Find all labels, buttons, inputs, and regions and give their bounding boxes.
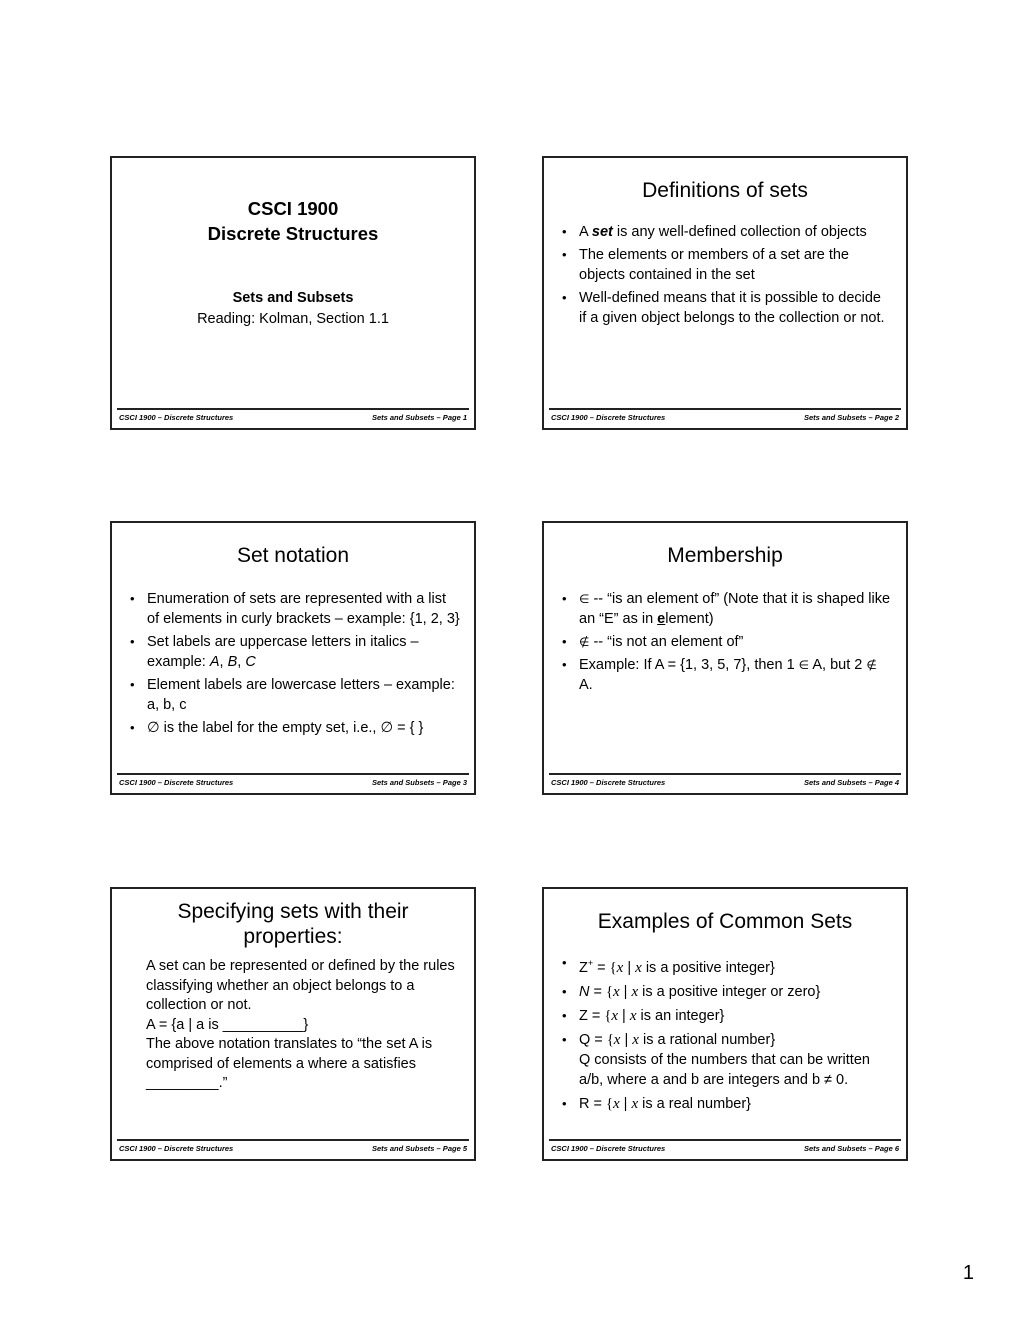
- bullet-list: [562, 222, 892, 331]
- not-element-of-symbol: ∉: [866, 658, 877, 672]
- footer-course: CSCI 1900 – Discrete Structures: [551, 1144, 666, 1153]
- bullet-list: [130, 589, 460, 741]
- footer-course: CSCI 1900 – Discrete Structures: [119, 413, 234, 422]
- bullet-item: • N = {x | x is a positive integer or zero}: [562, 982, 892, 1002]
- bullet-item: • Enumeration of sets are represented with a list of elements in curly brackets – example: {1, 2, 3}: [130, 589, 460, 629]
- footer-page: Sets and Subsets – Page 3: [371, 778, 467, 787]
- footer-page: Sets and Subsets – Page 1: [371, 413, 467, 422]
- cover-title: [112, 196, 474, 246]
- bullet-item: • Z = {x | x is an integer}: [562, 1006, 892, 1026]
- bullet-item: • Q = {x | x is a rational number} Q consists of the numbers that can be written a/b, where a and b are integers and b ≠ 0.: [562, 1030, 892, 1090]
- slide-footer: [549, 408, 901, 424]
- bullet-item: • A set is any well-defined collection of objects: [562, 222, 892, 242]
- bullet-list: [562, 589, 892, 698]
- paragraph: A = {a | a is __________}: [146, 1016, 309, 1033]
- element-of-symbol: ∈: [579, 592, 590, 606]
- slide-title: Definitions of sets: [642, 179, 808, 202]
- element-of-symbol: ∈: [798, 658, 810, 672]
- footer-page: Sets and Subsets – Page 4: [803, 778, 899, 787]
- slide-2: [542, 156, 908, 430]
- footer-course: CSCI 1900 – Discrete Structures: [551, 413, 666, 422]
- slide-5: [110, 887, 476, 1161]
- slide-6: [542, 887, 908, 1161]
- paragraph: The above notation translates to “the set A is comprised of elements a where a satisfies _________.”: [146, 1036, 433, 1091]
- slide-4: [542, 521, 908, 795]
- empty-set-symbol: ∅: [147, 720, 160, 736]
- bullet-note: Q consists of the numbers that can be written a/b, where a and b are integers and b ≠ 0.: [579, 1051, 870, 1088]
- slide-footer: [549, 1139, 901, 1155]
- bullet-item: • ∅ is the label for the empty set, i.e., ∅ = { }: [130, 718, 460, 738]
- footer-page: Sets and Subsets – Page 2: [803, 413, 899, 422]
- paragraph-block: [146, 957, 460, 1094]
- empty-set-symbol: ∅: [380, 720, 394, 736]
- slide-footer: [549, 773, 901, 789]
- bullet-item: • Z+ = {x | x is a positive integer}: [562, 953, 892, 978]
- paragraph: A set can be represented or defined by the rules classifying whether an object belongs to a collection or not.: [146, 958, 455, 1013]
- page-number: 1: [962, 1262, 974, 1284]
- slide-1: [110, 156, 476, 430]
- footer-course: CSCI 1900 – Discrete Structures: [119, 1144, 234, 1153]
- slide-title: Set notation: [236, 544, 350, 567]
- bullet-item: • The elements or members of a set are the objects contained in the set: [562, 245, 892, 285]
- bullet-item: • ∉ -- “is not an element of”: [562, 632, 892, 652]
- not-element-of-symbol: ∉: [579, 635, 590, 649]
- bullet-item: • R = {x | x is a real number}: [562, 1094, 892, 1114]
- slide-title: Examples of Common Sets: [597, 910, 853, 933]
- footer-course: CSCI 1900 – Discrete Structures: [551, 778, 666, 787]
- lecture-subtitle: Sets and Subsets: [232, 290, 354, 306]
- slide-footer: [117, 1139, 469, 1155]
- bullet-item: • ∈ -- “is an element of” (Note that it is shaped like an “E” as in element): [562, 589, 892, 629]
- footer-course: CSCI 1900 – Discrete Structures: [119, 778, 234, 787]
- bullet-item: • Set labels are uppercase letters in italics – example: A, B, C: [130, 632, 460, 672]
- slide-3: [110, 521, 476, 795]
- course-code: CSCI 1900: [247, 198, 339, 219]
- footer-page: Sets and Subsets – Page 5: [371, 1144, 467, 1153]
- bullet-list: [562, 953, 892, 1117]
- slide-title: Membership: [667, 544, 783, 567]
- bullet-item: • Well-defined means that it is possible to decide if a given object belongs to the collection or not.: [562, 288, 892, 328]
- bullet-item: • Example: If A = {1, 3, 5, 7}, then 1 ∈ A, but 2 ∉ A.: [562, 655, 892, 695]
- slide-footer: [117, 773, 469, 789]
- slide-title: Specifying sets with their properties:: [177, 900, 409, 948]
- footer-page: Sets and Subsets – Page 6: [803, 1144, 899, 1153]
- course-name: Discrete Structures: [207, 223, 379, 244]
- reading-assignment: Reading: Kolman, Section 1.1: [197, 311, 389, 327]
- bullet-item: • Element labels are lowercase letters – example: a, b, c: [130, 675, 460, 715]
- slide-footer: [117, 408, 469, 424]
